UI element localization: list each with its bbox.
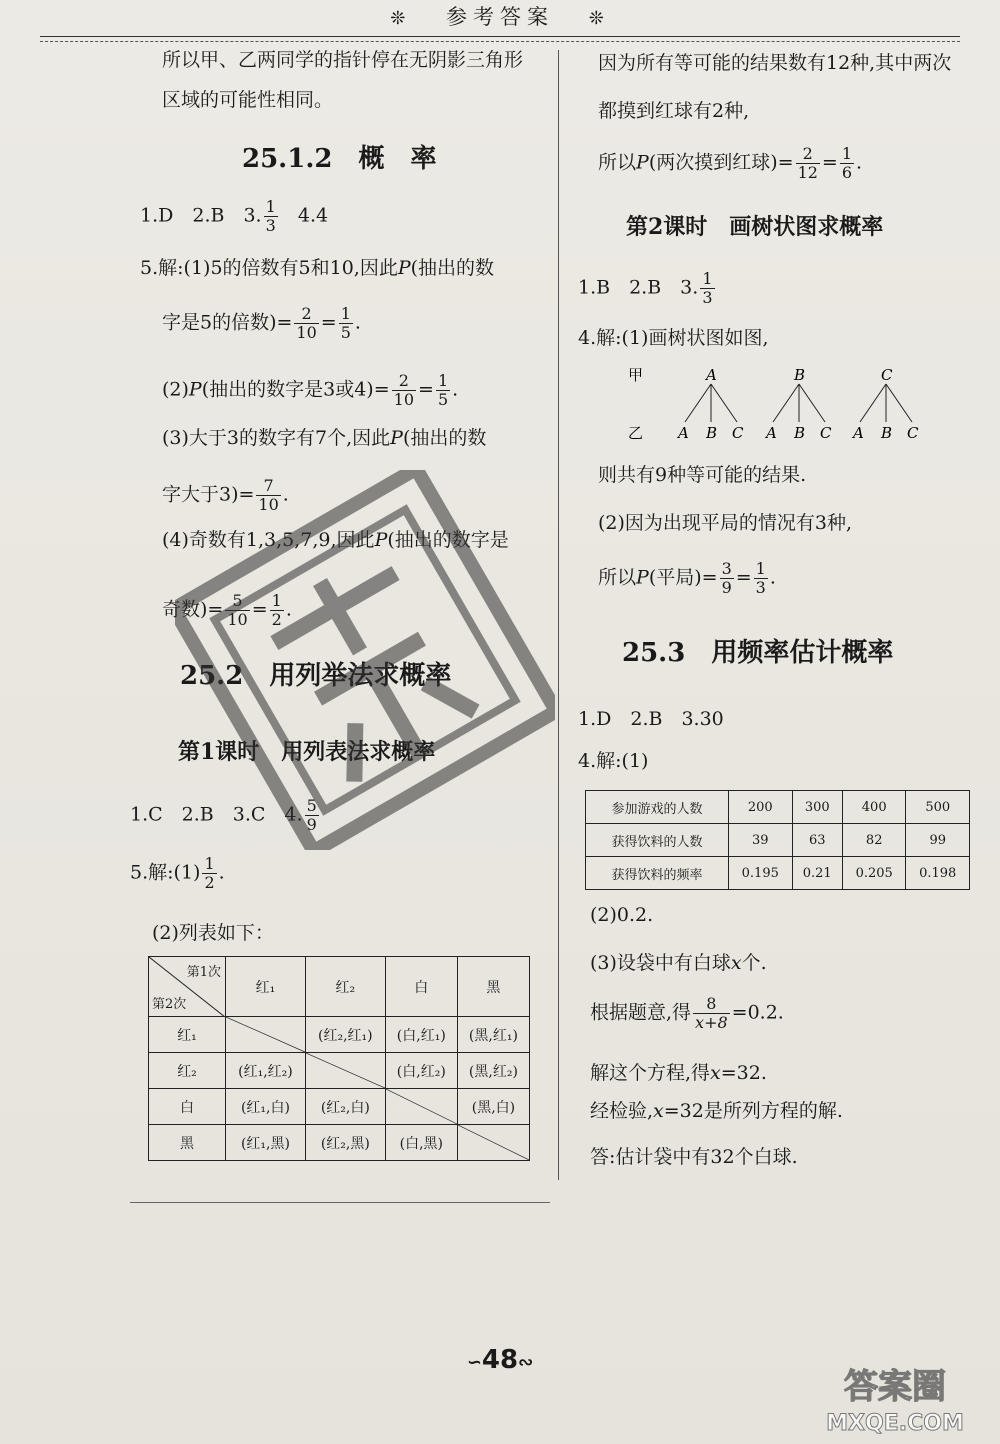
table-cell: 82 — [842, 824, 906, 857]
text-line: (3)设袋中有白球x个. — [590, 952, 767, 974]
diagonal-line — [306, 1053, 385, 1088]
table-cell: (红₂,红₁) — [305, 1017, 385, 1053]
text-line: 答:估计袋中有32个白球. — [590, 1146, 798, 1168]
table-row-header: 获得饮料的人数 — [586, 824, 729, 857]
table-cell: 63 — [792, 824, 842, 857]
text-line: 经检验,x=32是所列方程的解. — [590, 1100, 843, 1122]
watermark-logo-icon — [800, 1360, 990, 1440]
table-cell: 500 — [906, 791, 970, 824]
tree-root: A — [706, 366, 717, 384]
table-row-header: 参加游戏的人数 — [586, 791, 729, 824]
section-heading: 25.1.2 概 率 — [242, 144, 437, 174]
tree-leaf: B — [794, 424, 806, 442]
table-cell: 0.198 — [906, 857, 970, 890]
table-col-header: 黑 — [457, 957, 529, 1017]
table-diagonal-cell — [305, 1053, 385, 1089]
section-heading: 25.2 用列举法求概率 — [180, 661, 452, 691]
svg-text:答案圈: 答案圈 — [844, 1367, 946, 1407]
table-row — [149, 1089, 530, 1125]
left-bottom-divider — [130, 1202, 550, 1203]
outcome-table — [148, 956, 530, 1161]
text-line: 字是5的倍数)= $\frac{2}{10}$ = $\frac{1}{5}$ . — [162, 304, 361, 342]
tree-branch-a — [676, 366, 744, 442]
table-cell: (黑,红₁) — [457, 1017, 529, 1053]
text-line: (2)列表如下： — [152, 922, 274, 944]
table-row-header: 黑 — [149, 1125, 226, 1161]
answer-line: 1.D 2.B 3.30 — [578, 708, 724, 730]
tree-leaf: C — [907, 424, 919, 442]
diagonal-line — [226, 1017, 305, 1052]
lesson-heading: 第1课时 用列表法求概率 — [178, 739, 436, 765]
diagonal-line — [458, 1125, 529, 1160]
table-row — [586, 857, 970, 890]
table-row — [149, 1017, 530, 1053]
lesson-heading: 第2课时 画树状图求概率 — [626, 214, 884, 240]
text-line: 4.解:(1)画树状图如图, — [578, 327, 769, 349]
column-divider — [558, 50, 559, 1180]
table-diagonal-cell — [457, 1125, 529, 1161]
answer-line: 1.B 2.B 3. $\frac{1}{3}$ — [578, 269, 713, 307]
table-row-header: 红₂ — [149, 1053, 226, 1089]
tree-leaf: B — [881, 424, 893, 442]
tree-leaf: C — [820, 424, 832, 442]
table-row-header: 白 — [149, 1089, 226, 1125]
text-line: 奇数)= $\frac{5}{10}$ = $\frac{1}{2}$ . — [162, 591, 292, 629]
text-line: 所以甲、乙两同学的指针停在无阴影三角形 — [162, 49, 524, 71]
table-cell: 200 — [729, 791, 793, 824]
table-row — [149, 1125, 530, 1161]
tree-leaf: C — [732, 424, 744, 442]
tree-root: C — [881, 366, 893, 384]
diagonal-line — [386, 1089, 457, 1124]
table-row — [586, 791, 970, 824]
ornament-icon: ❊ — [588, 8, 610, 29]
tree-root: B — [794, 366, 806, 384]
tree-diagram — [620, 360, 940, 450]
table-cell: (红₁,黑) — [226, 1125, 306, 1161]
table-row-header: 获得饮料的频率 — [586, 857, 729, 890]
text-line: (4)奇数有1,3,5,7,9,因此P(抽出的数字是 — [162, 529, 509, 551]
answer-line: 4.解:(1) — [578, 750, 649, 772]
text-line: 则共有9种等可能的结果. — [598, 464, 807, 486]
text-line: 都摸到红球有2种, — [598, 100, 750, 122]
tree-label-first: 甲 — [628, 366, 644, 384]
text-line: 因为所有等可能的结果数有12种,其中两次 — [598, 52, 952, 74]
text-line: (2)因为出现平局的情况有3种, — [598, 512, 853, 534]
answer-line: 1.C 2.B 3.C 4. $\frac{5}{9}$ — [130, 796, 317, 834]
svg-text:MXQE.COM: MXQE.COM — [826, 1411, 964, 1436]
answer-line: 1.D 2.B 3. $\frac{1}{3}$ 4.4 — [140, 197, 329, 235]
ornament-icon: ❊ — [390, 8, 412, 29]
frequency-table — [585, 790, 970, 890]
tree-leaf: B — [706, 424, 718, 442]
text-line: 字大于3)= $\frac{7}{10}$ . — [162, 476, 289, 514]
table-cell: (红₁,白) — [226, 1089, 306, 1125]
tree-branch-c — [851, 366, 919, 442]
table-row — [149, 1053, 530, 1089]
table-cell: (白,红₁) — [385, 1017, 457, 1053]
table-cell: (白,红₂) — [385, 1053, 457, 1089]
table-cell: (红₂,白) — [305, 1089, 385, 1125]
table-cell: 0.205 — [842, 857, 906, 890]
table-cell: (红₁,红₂) — [226, 1053, 306, 1089]
table-corner-cell: 第1次 第2次 — [149, 957, 226, 1017]
table-cell: 0.21 — [792, 857, 842, 890]
table-col-header: 红₂ — [305, 957, 385, 1017]
table-row-header: 红₁ — [149, 1017, 226, 1053]
table-cell: 400 — [842, 791, 906, 824]
table-row — [586, 824, 970, 857]
table-cell: 99 — [906, 824, 970, 857]
table-cell: (黑,白) — [457, 1089, 529, 1125]
table-cell: (白,黑) — [385, 1125, 457, 1161]
tree-leaf: A — [678, 424, 689, 442]
table-col-header: 红₁ — [226, 957, 306, 1017]
tree-leaf: A — [766, 424, 777, 442]
tree-branch-b — [764, 366, 832, 442]
table-diagonal-cell — [226, 1017, 306, 1053]
text-line: (3)大于3的数字有7个,因此P(抽出的数 — [162, 427, 487, 449]
table-col-header: 白 — [385, 957, 457, 1017]
text-line: 所以P(两次摸到红球)= $\frac{2}{12}$ = $\frac{1}{6}$ . — [598, 144, 863, 182]
page-header — [0, 2, 1000, 32]
table-cell: (红₂,黑) — [305, 1125, 385, 1161]
text-line: 解这个方程,得x=32. — [590, 1062, 767, 1084]
table-cell: 0.195 — [729, 857, 793, 890]
tree-label-second: 乙 — [628, 424, 644, 442]
header-divider — [40, 36, 960, 42]
text-line: 所以P(平局)= $\frac{3}{9}$ = $\frac{1}{3}$ . — [598, 559, 776, 597]
text-line: 5.解:(1)5的倍数有5和10,因此P(抽出的数 — [140, 257, 495, 279]
table-cell: (黑,红₂) — [457, 1053, 529, 1089]
text-line: (2)0.2. — [590, 904, 654, 926]
text-line: 根据题意,得 $\frac{8}{x+8}$ =0.2. — [590, 994, 784, 1032]
page-title: 参考答案 — [446, 5, 554, 29]
section-heading: 25.3 用频率估计概率 — [622, 638, 894, 668]
text-line: (2)P(抽出的数字是3或4)= $\frac{2}{10}$ = $\frac{1}{5}$ . — [162, 371, 459, 409]
answer-line: 5.解:(1) $\frac{1}{2}$ . — [130, 854, 225, 892]
table-cell: 39 — [729, 824, 793, 857]
page-number: ∽48∾ — [466, 1345, 534, 1375]
text-line: 区域的可能性相同。 — [162, 89, 334, 111]
table-cell: 300 — [792, 791, 842, 824]
tree-leaf: A — [853, 424, 864, 442]
seal-stamp-icon — [175, 470, 555, 850]
table-diagonal-cell — [385, 1089, 457, 1125]
